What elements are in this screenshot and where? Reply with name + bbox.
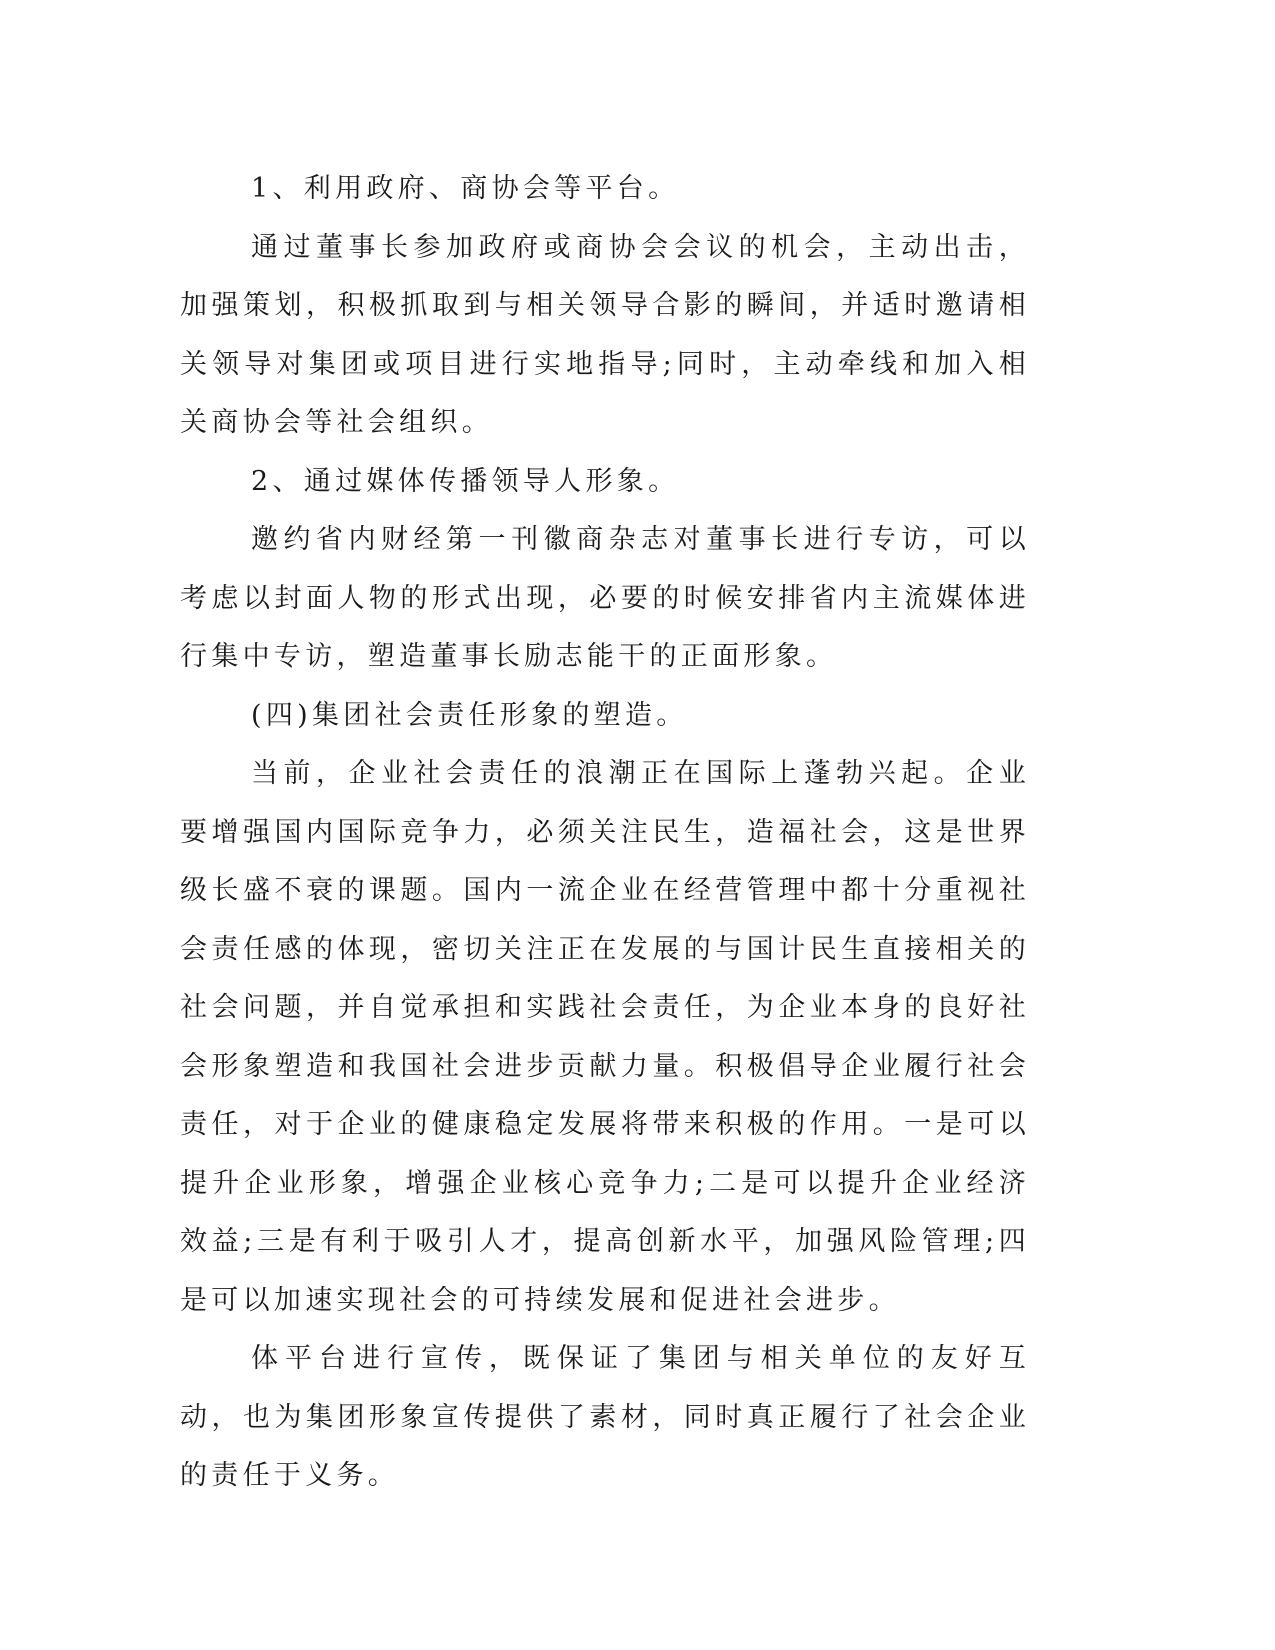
paragraph-6: 当前，企业社会责任的浪潮正在国际上蓬勃兴起。企业要增强国内国际竞争力，必须关注民生，造福社会，这是世界级长盛不衰的课题。国内一流企业在经营管理中都十分重视社会责任感的体现，密切关注正在发展的与国计民生直接相关的社会问题，并自觉承担和实践社会责任，为企业本身的良好社会形象塑造和我国社会进步贡献力量。积极倡导企业履行社会责任，对于企业的健康稳定发展将带来积极的作用。一是可以提升企业形象，增强企业核心竞争力;二是可以提升企业经济效益;三是有利于吸引人才，提高创新水平，加强风险管理;四是可以加速实现社会的可持续发展和促进社会进步。 bbox=[180, 758, 1030, 1316]
paragraph-5: (四)集团社会责任形象的塑造。 bbox=[251, 699, 688, 731]
document-body bbox=[180, 160, 1030, 1506]
paragraph-4: 邀约省内财经第一刊徽商杂志对董事长进行专访，可以考虑以封面人物的形式出现，必要的时候安排省内主流媒体进行集中专访，塑造董事长励志能干的正面形象。 bbox=[180, 524, 1030, 672]
paragraph-2: 通过董事长参加政府或商协会会议的机会，主动出击，加强策划，积极抓取到与相关领导合影的瞬间，并适时邀请相关领导对集团或项目进行实地指导;同时，主动牵线和加入相关商协会等社会组织。 bbox=[180, 231, 1030, 438]
paragraph-3: 2、通过媒体传播领导人形象。 bbox=[251, 465, 680, 497]
paragraph-7: 体平台进行宣传，既保证了集团与相关单位的友好互动，也为集团形象宣传提供了素材，同时真正履行了社会企业的责任于义务。 bbox=[180, 1343, 1030, 1491]
paragraph-1: 1、利用政府、商协会等平台。 bbox=[251, 173, 680, 204]
